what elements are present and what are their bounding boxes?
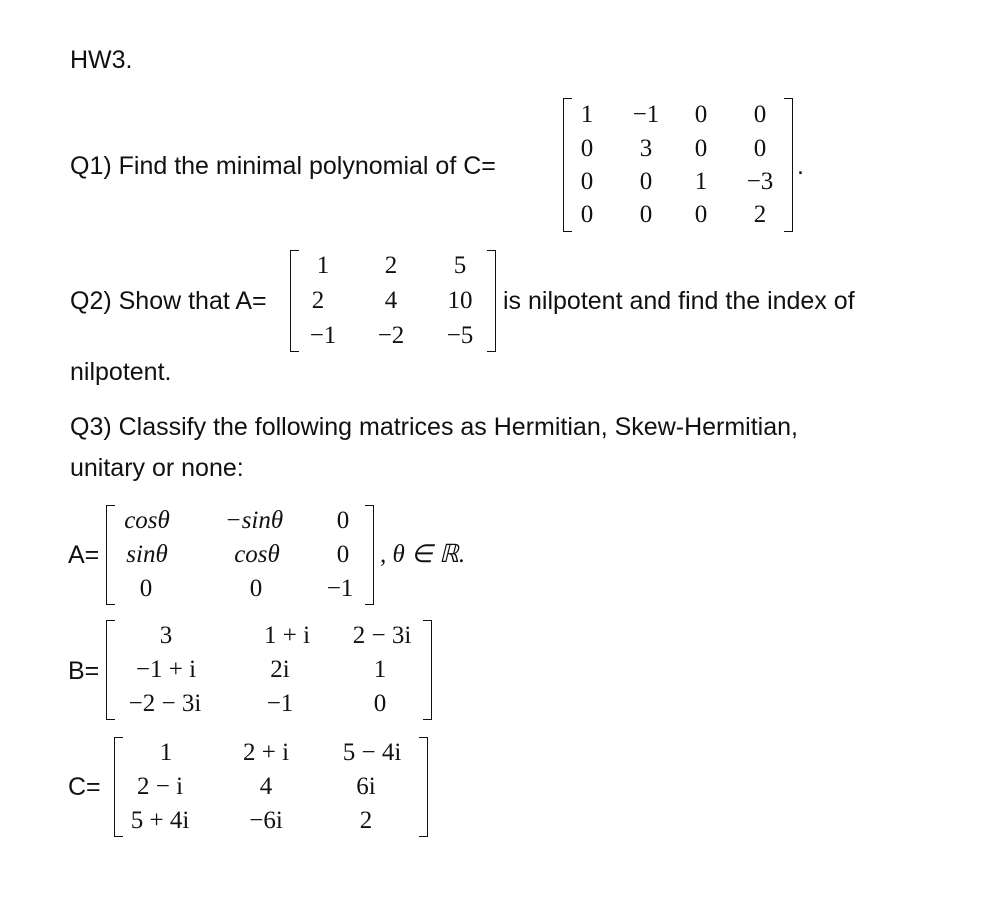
matrix-cell: 1 [373, 656, 387, 683]
matrix-cell: 2 [384, 252, 398, 279]
q2-prompt: Q2) Show that A= [70, 287, 267, 315]
matrix-cell: 4 [384, 287, 398, 314]
matrix-cell: 0 [694, 201, 708, 228]
matrix-cell: −5 [446, 322, 474, 349]
matrix-cell: 0 [639, 168, 653, 195]
matrix-cell: 2i [270, 656, 290, 683]
q3-matrix-b [106, 620, 432, 720]
matrix-cell: 2 [359, 807, 373, 834]
matrix-cell: 5 + 4i [130, 807, 190, 834]
matrix-cell: 0 [753, 101, 767, 128]
matrix-a-domain-note: , θ ∈ ℝ. [380, 541, 466, 568]
matrix-cell: −3 [746, 168, 774, 195]
matrix-c-label: C= [68, 773, 101, 801]
matrix-cell: 2 − i [136, 773, 184, 800]
matrix-cell: −sinθ [224, 507, 284, 534]
matrix-cell: 4 [259, 773, 273, 800]
matrix-cell: 1 [159, 739, 173, 766]
matrix-cell: 0 [336, 507, 350, 534]
matrix-cell: 3 [639, 135, 653, 162]
q3-prompt-line2: unitary or none: [70, 454, 244, 482]
matrix-cell: 2 + i [242, 739, 290, 766]
matrix-cell: 10 [447, 287, 473, 314]
matrix-cell: 0 [694, 135, 708, 162]
matrix-cell: 5 [453, 252, 467, 279]
matrix-b-label: B= [68, 657, 100, 685]
matrix-cell: 0 [249, 575, 263, 602]
matrix-cell: 0 [373, 690, 387, 717]
matrix-cell: 1 + i [263, 622, 311, 649]
matrix-cell: 2 − 3i [352, 622, 412, 649]
q2-matrix-a [290, 250, 496, 352]
matrix-cell: −2 [377, 322, 405, 349]
matrix-cell: 1 [694, 168, 708, 195]
matrix-cell: −6i [249, 807, 283, 834]
matrix-cell: 0 [580, 201, 594, 228]
matrix-cell: 0 [336, 541, 350, 568]
matrix-cell: 0 [580, 135, 594, 162]
matrix-cell: −2 − 3i [128, 690, 202, 717]
homework-title: HW3. [70, 46, 133, 74]
q2-continuation: nilpotent. [70, 358, 172, 386]
matrix-cell: 0 [639, 201, 653, 228]
matrix-cell: 3 [159, 622, 173, 649]
right-bracket [784, 98, 793, 232]
matrix-cell: 0 [694, 101, 708, 128]
q3-matrix-a [106, 505, 374, 605]
matrix-cell: 0 [139, 575, 153, 602]
q1-period: . [797, 152, 804, 180]
q1-prompt: Q1) Find the minimal polynomial of C= [70, 152, 496, 180]
q1-matrix-c [563, 98, 793, 232]
matrix-a-label: A= [68, 541, 100, 569]
matrix-cell: 5 − 4i [342, 739, 402, 766]
matrix-cell: cosθ [234, 541, 280, 568]
matrix-cell: −1 [326, 575, 354, 602]
matrix-cell: 6i [356, 773, 376, 800]
q2-prompt-suffix: is nilpotent and find the index of [503, 287, 855, 315]
matrix-cell: −1 + i [135, 656, 197, 683]
q3-prompt-line1: Q3) Classify the following matrices as Hermitian, Skew-Hermitian, [70, 413, 798, 441]
matrix-cell: cosθ [124, 507, 170, 534]
matrix-cell: 1 [580, 101, 594, 128]
matrix-cell: sinθ [126, 541, 168, 568]
matrix-cell: 0 [580, 168, 594, 195]
matrix-cell: −1 [632, 101, 660, 128]
matrix-cell: 1 [316, 252, 330, 279]
matrix-cell: 2 [753, 201, 767, 228]
q3-matrix-c [114, 737, 428, 837]
matrix-cell: −1 [309, 322, 337, 349]
matrix-cell: 2 [311, 287, 325, 314]
matrix-cell: −1 [266, 690, 294, 717]
matrix-cell: 0 [753, 135, 767, 162]
